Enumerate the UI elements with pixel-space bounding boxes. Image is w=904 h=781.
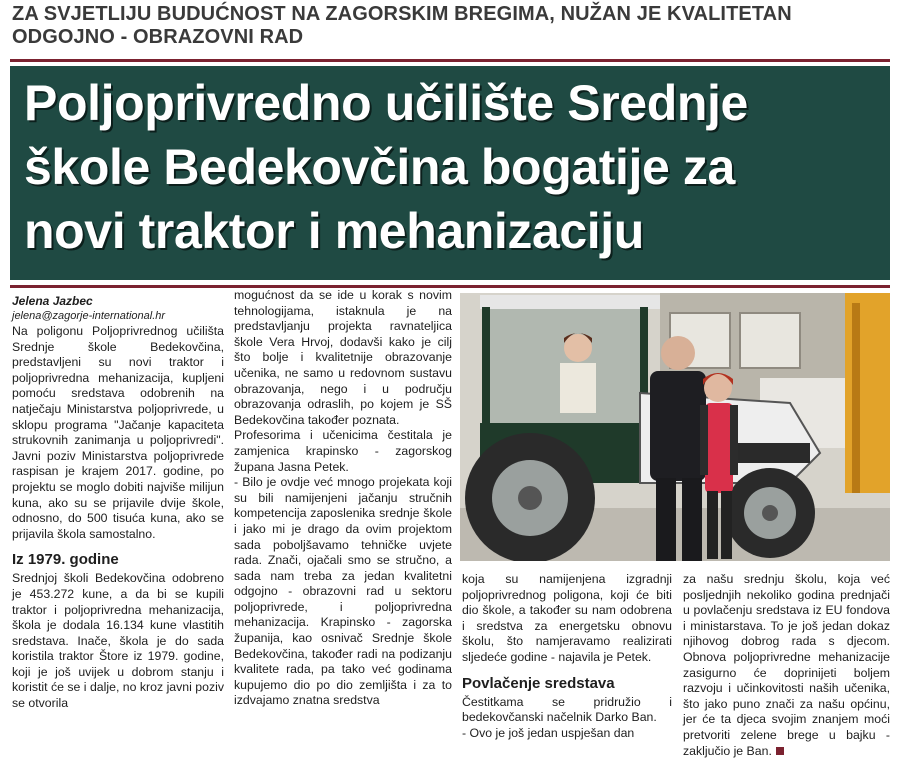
kicker-headline [12,3,892,49]
article-column-3 [462,572,672,741]
article-column-1 [12,293,224,712]
article-paragraph: Profesorima i učenicima čestitala je zamjenica krapinsko - zagorskog župana Jasna Petek. [234,428,452,474]
subheading-iz-1979: Iz 1979. godine [12,551,119,569]
headline-line-2: škole Bedekovčina bogatije za [24,139,735,195]
article-text: za našu srednju školu, koja već posljednjih nekoliko godina prednjači u povlačenju sredstava iz EU fondova i ministarstava. To je još jedan dokaz njihovog dobrog rada s djecom. Obnova poljoprivredne mehanizacije zasigurno će doprinijeti boljem razvoju i učinkovitosti naših učenika, što jako puno znači za našu općinu, jer će ta djeca svojim znanjem moći pretvoriti zelene brege u bajku - zaključio je Ban. [683,572,890,758]
article-column-4 [683,572,890,759]
top-rule [10,59,890,62]
tractor-photo-illustration [460,293,890,561]
article-photo [460,293,890,561]
article-paragraph: Na poligonu Poljoprivrednog učilišta Srednje škole Bedekovčina, predstavljeni su novi traktor i poljoprivredna mehanizacija, kupljeni pomoću sredstava odobrenih na natječaju Ministarstva poljoprivrede, u sklopu programa "Jačanje kapaciteta strukovnih zanimanja u poljoprivredi". Javni poziv Ministarstva poljoprivrede raspisan je krajem 2017. godine, po projektu se moglo dobiti najviše milijun kuna, ako su se prijavile dvije škole, odnosno, do 500 tisuća kuna, ako se prijavila škola samostalno. [12,324,224,541]
article-paragraph: - Bilo je ovdje već mnogo projekata koji su bili namijenjeni jačanju stručnih kompetencija zaposlenika srednje škole i jako mi je drago da ovim projektom sada poboljšavamo tehničke uvjete rada. Znači, ojačali smo se stručno, a sada nam treba za jedan kvalitetni odgojno - obrazovni rad u sektoru poljoprivrede, i poljoprivredna mehanizacija. Krapinsko - zagorska županija, kao osnivač Srednje škole Bedekovčina, također radi na podizanju kvalitete rada, pa tako već godinama kupujemo dio po dio zemljišta i za to izdvajamo znatna sredstva [234,475,452,708]
article-paragraph: Čestitkama se pridružio i bedekovčanski načelnik Darko Ban. [462,694,672,725]
byline-email[interactable]: jelena@zagorje-international.hr [12,310,166,322]
kicker-line-1: ZA SVJETLIJU BUDUĆNOST NA ZAGORSKIM BREGIMA, NUŽAN JE KVALITETAN [12,3,792,25]
headline-line-3: novi traktor i mehanizaciju [24,203,644,259]
article-paragraph: Srednjoj školi Bedekovčina odobreno je 453.272 kune, a da bi se kupili traktor i poljoprivredna mehanizacija, škola je dodala 16.134 kune vlastitih sredstava. Inače, škola je do sada koristila traktor Štore iz 1979. godine, koji je još uvijek u dobrom stanju i koristit će se i dalje, no kroz javni poziv se otvorila [12,571,224,711]
headline-banner [10,66,890,280]
headline [24,71,884,263]
article-paragraph: koja su namijenjena izgradnji poljoprivrednog poligona, koji će biti dio škole, a također su nam odobrena i sredstva za energetsku obnovu školu, što namjeravamo realizirati sljedeće godine - najavila je Petek. [462,572,672,664]
end-of-article-mark [776,747,784,755]
subheading-povlacenje-sredstava: Povlačenje sredstava [462,674,615,692]
headline-line-1: Poljoprivredno učilište Srednje [24,75,748,131]
kicker-line-2: ODGOJNO - OBRAZOVNI RAD [12,26,304,48]
article-paragraph: - Ovo je još jedan uspješan dan [462,725,635,740]
article-paragraph: mogućnost da se ide u korak s novim tehnologijama, istaknula je na predstavljanju projekta ravnateljica škole Vera Hrvoj, dodavši kako je cilj što bolje i kvalitetnije obrazovanje učenika, ne samo u redovnom sustavu obrazovanja, nego i u području obrazovanja odraslih, po kojem je SŠ Bedekovčina također poznata. [234,288,452,427]
byline-author: Jelena Jazbec [12,294,93,308]
article-paragraph [683,572,890,759]
article-column-2 [234,288,452,709]
